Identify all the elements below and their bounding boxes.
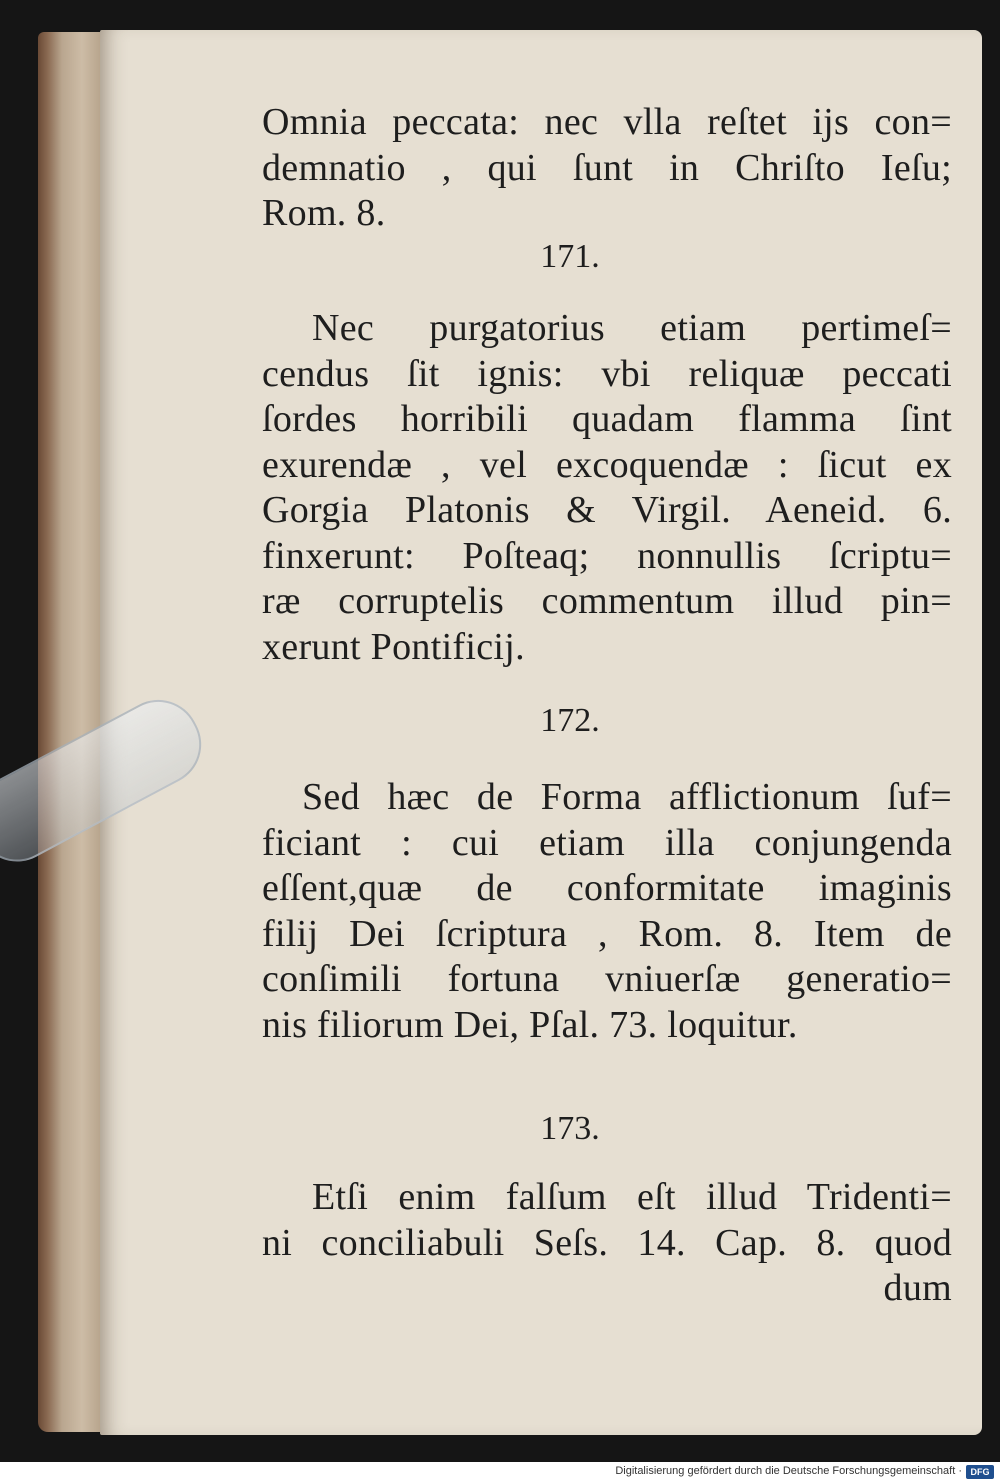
section-number-173: 173.	[540, 1110, 600, 1147]
text-line: finxerunt: Poſteaq; nonnullis ſcriptu=	[262, 534, 952, 577]
text-line: ficiant : cui etiam illa conjungenda	[262, 821, 952, 864]
text-block-1	[262, 100, 952, 237]
text-line: Etſi enim falſum eſt illud Tridenti=	[312, 1176, 952, 1218]
text-block-2	[262, 306, 952, 670]
section-number-172: 172.	[540, 702, 600, 739]
text-line: Rom. 8.	[262, 192, 386, 234]
text-line: xerunt Pontificij.	[262, 625, 525, 668]
text-line: ſordes horribili quadam flamma ſint	[262, 398, 952, 440]
text-line: Omnia peccata: nec vlla reſtet ijs con=	[262, 101, 952, 143]
text-line: nis filiorum Dei, Pſal. 73. loquitur.	[262, 1003, 798, 1046]
catchword: dum	[883, 1267, 952, 1309]
text-line: ræ corruptelis commentum illud pin=	[262, 580, 952, 622]
text-block-3	[262, 775, 952, 1048]
text-line: Nec purgatorius etiam pertimeſ=	[312, 307, 952, 349]
footer-credit: Digitalisierung gefördert durch die Deutsche Forschungsgemeinschaft ·	[615, 1465, 962, 1477]
dfg-logo-icon: DFG	[966, 1465, 994, 1479]
text-line: exurendæ , vel excoquendæ : ſicut ex	[262, 443, 952, 486]
text-line: eſſent,quæ de conformitate imaginis	[262, 867, 952, 909]
text-line: Gorgia Platonis & Virgil. Aeneid. 6.	[262, 489, 952, 531]
text-line: filij Dei ſcriptura , Rom. 8. Item de	[262, 912, 952, 955]
text-block-4	[262, 1175, 952, 1312]
footer-bar	[0, 1462, 1000, 1482]
text-line: Sed hæc de Forma afflictionum ſuf=	[302, 776, 952, 818]
text-line: cendus ſit ignis: vbi reliquæ peccati	[262, 352, 952, 395]
section-number-171: 171.	[540, 238, 600, 275]
text-line: conſimili fortuna vniuerſæ generatio=	[262, 958, 952, 1000]
text-line: demnatio , qui ſunt in Chriſto Ieſu;	[262, 146, 952, 189]
text-line: ni conciliabuli Seſs. 14. Cap. 8. quod	[262, 1221, 952, 1264]
